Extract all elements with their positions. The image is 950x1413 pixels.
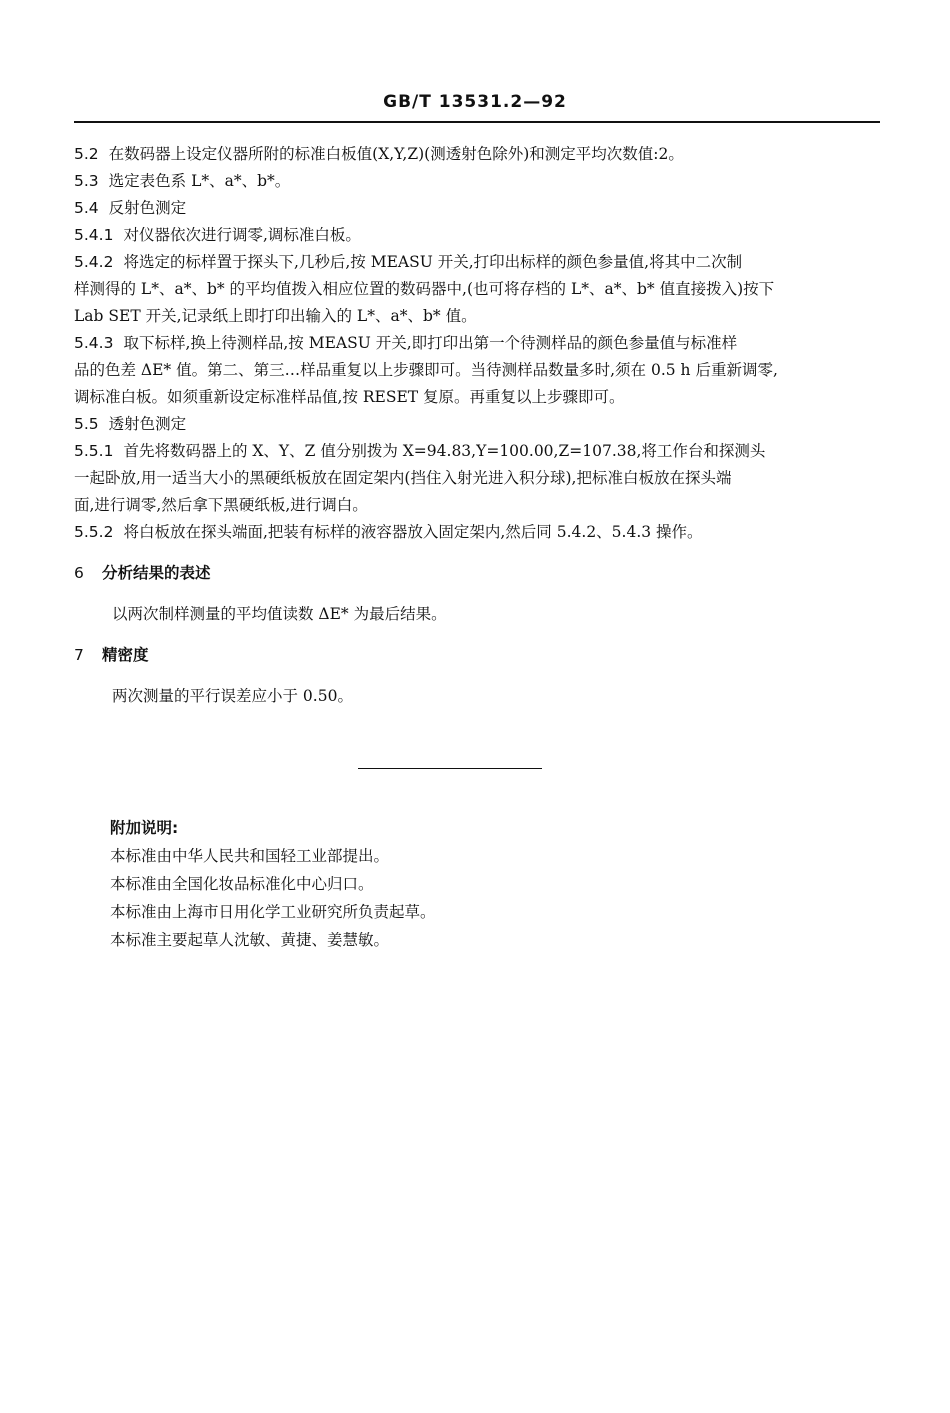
additional-notes xyxy=(110,814,810,954)
clause-5-4-3-line1: 5.4.3 取下标样,换上待测样品,按 MEASU 开关,即打印出第一个待测样品的颜色参量值与标准样 xyxy=(74,334,738,352)
clause-5-4-3-line3: 调标准白板。如须重新设定标准样品值,按 RESET 复原。再重复以上步骤即可。 xyxy=(74,388,625,406)
notes-line: 本标准由上海市日用化学工业研究所负责起草。 xyxy=(110,903,436,921)
clause-5-5-1-line2: 一起卧放,用一适当大小的黑硬纸板放在固定架内(挡住入射光进入积分球),把标准白板放在探头端 xyxy=(74,469,732,487)
header-rule xyxy=(74,121,880,123)
clause-5-5: 5.5 透射色测定 xyxy=(74,415,187,433)
notes-line: 本标准主要起草人沈敏、黄捷、姜慧敏。 xyxy=(110,931,390,949)
document-body xyxy=(74,141,880,710)
clause-5-3: 5.3 选定表色系 L*、a*、b*。 xyxy=(74,172,291,190)
clause-5-5-1-line3: 面,进行调零,然后拿下黑硬纸板,进行调白。 xyxy=(74,496,368,514)
standard-code-header: GB/T 13531.2—92 xyxy=(383,92,567,112)
end-rule xyxy=(358,768,542,769)
notes-line: 本标准由中华人民共和国轻工业部提出。 xyxy=(110,847,390,865)
clause-5-4-2-line3: Lab SET 开关,记录纸上即打印出输入的 L*、a*、b* 值。 xyxy=(74,307,477,325)
notes-line: 本标准由全国化妆品标准化中心归口。 xyxy=(110,875,374,893)
clause-5-4-2-line2: 样测得的 L*、a*、b* 的平均值拨入相应位置的数码器中,(也可将存档的 L*、a*、b* 值直接拨入)按下 xyxy=(74,280,775,298)
notes-title: 附加说明: xyxy=(110,819,179,837)
section-6-text: 以两次制样测量的平均值读数 ΔE* 为最后结果。 xyxy=(112,605,447,623)
clause-5-4: 5.4 反射色测定 xyxy=(74,199,187,217)
section-6-heading: 6 分析结果的表述 xyxy=(74,564,211,582)
clause-5-4-2-line1: 5.4.2 将选定的标样置于探头下,几秒后,按 MEASU 开关,打印出标样的颜色参量值,将其中二次制 xyxy=(74,253,743,271)
section-7-text: 两次测量的平行误差应小于 0.50。 xyxy=(112,687,353,705)
clause-5-5-2: 5.5.2 将白板放在探头端面,把装有标样的液容器放入固定架内,然后同 5.4.2、5.4.3 操作。 xyxy=(74,523,703,541)
clause-5-4-1: 5.4.1 对仪器依次进行调零,调标准白板。 xyxy=(74,226,361,244)
clause-5-2: 5.2 在数码器上设定仪器所附的标准白板值(X,Y,Z)(测透射色除外)和测定平均次数值:2。 xyxy=(74,145,684,163)
section-7-heading: 7 精密度 xyxy=(74,646,149,664)
clause-5-4-3-line2: 品的色差 ΔE* 值。第二、第三…样品重复以上步骤即可。当待测样品数量多时,须在 0.5 h 后重新调零, xyxy=(74,361,778,379)
clause-5-5-1-line1: 5.5.1 首先将数码器上的 X、Y、Z 值分别拨为 X=94.83,Y=100.00,Z=107.38,将工作台和探测头 xyxy=(74,442,766,460)
